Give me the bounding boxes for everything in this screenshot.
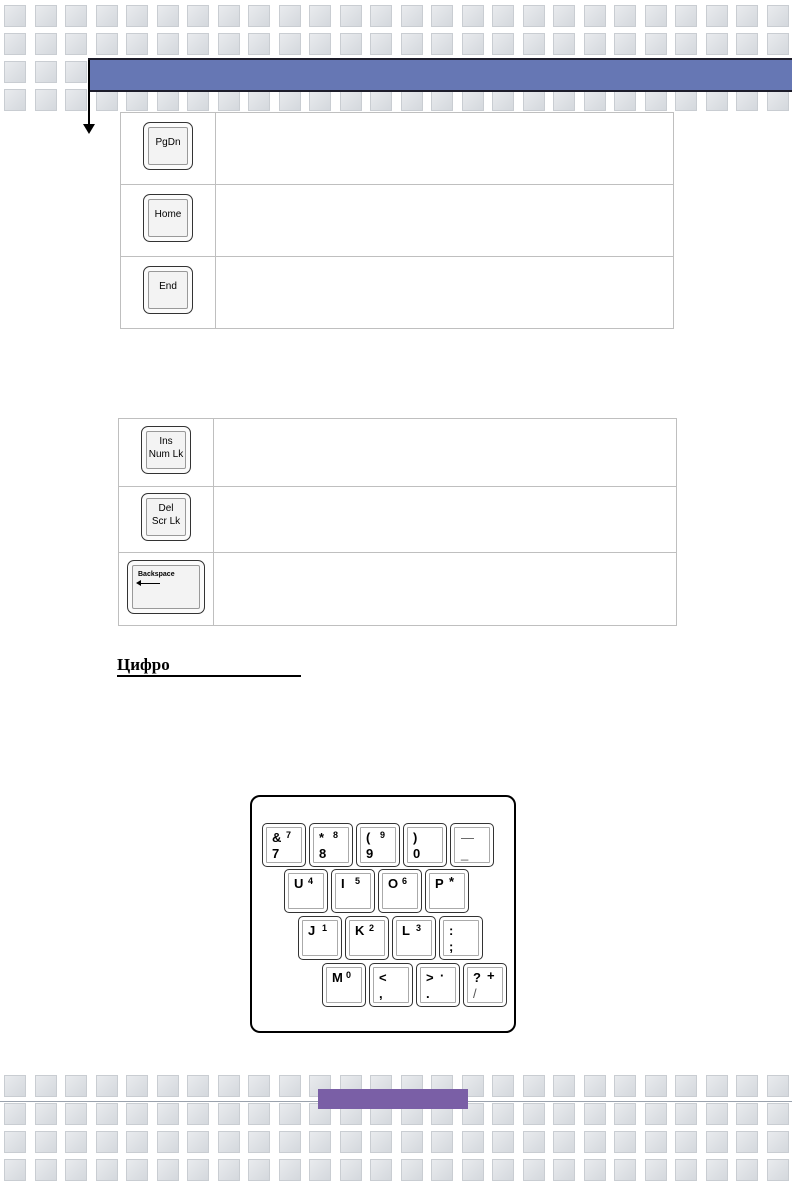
decorative-tile (614, 33, 636, 55)
key-description (214, 419, 677, 487)
left-arrow-icon (138, 583, 160, 584)
decorative-tile (340, 89, 362, 111)
decorative-tile (4, 1131, 26, 1153)
decorative-tile (614, 1103, 636, 1125)
decorative-tile (767, 33, 789, 55)
decorative-tile (706, 1075, 728, 1097)
keypad-key-0: ) 0 (403, 823, 447, 867)
nav-keys-table (120, 112, 674, 329)
decorative-tile (65, 33, 87, 55)
keypad-key-semicolon: : ; (439, 916, 483, 960)
key-description (216, 185, 674, 257)
decorative-tile (614, 1131, 636, 1153)
decorative-tile (553, 5, 575, 27)
decorative-tile (736, 1075, 758, 1097)
decorative-tile (614, 1075, 636, 1097)
decorative-tile (401, 33, 423, 55)
keypad-key-u: U 4 (284, 869, 328, 913)
decorative-tile (218, 1075, 240, 1097)
decorative-tile (340, 5, 362, 27)
keypad-key-l: L 3 (392, 916, 436, 960)
decorative-tile (523, 33, 545, 55)
decorative-tile (553, 33, 575, 55)
decorative-tile (370, 33, 392, 55)
decorative-tile (96, 1103, 118, 1125)
keypad-key-minus: — _ (450, 823, 494, 867)
decorative-tile (157, 89, 179, 111)
decorative-tile (675, 1075, 697, 1097)
decorative-tile (523, 1159, 545, 1181)
decorative-tile (309, 89, 331, 111)
decorative-tile (187, 1075, 209, 1097)
decorative-tile (645, 1103, 667, 1125)
decorative-tile (675, 1159, 697, 1181)
decorative-tile (279, 1075, 301, 1097)
decorative-tile (65, 89, 87, 111)
decorative-tile (584, 5, 606, 27)
decorative-tile (157, 33, 179, 55)
decorative-tile (492, 1131, 514, 1153)
keypad-key-period: > · . (416, 963, 460, 1007)
keypad-key-7: & 7 7 (262, 823, 306, 867)
decorative-tile (248, 33, 270, 55)
decorative-tile (736, 1103, 758, 1125)
decorative-tile (279, 1159, 301, 1181)
decorative-tile (4, 1159, 26, 1181)
decorative-tile (767, 1159, 789, 1181)
decorative-tile (157, 1103, 179, 1125)
decorative-tile (187, 5, 209, 27)
decorative-tile (492, 1103, 514, 1125)
keypad-key-comma: < , (369, 963, 413, 1007)
decorative-tile (706, 1131, 728, 1153)
decorative-tile (553, 1131, 575, 1153)
decorative-tile (462, 89, 484, 111)
decorative-tile (309, 33, 331, 55)
del-scrlk-key-icon: Del Scr Lk (141, 493, 191, 541)
decorative-tile (462, 1131, 484, 1153)
decorative-tile (4, 33, 26, 55)
decorative-tile (218, 5, 240, 27)
decorative-tile (492, 33, 514, 55)
table-row (119, 487, 677, 553)
decorative-tile (706, 1159, 728, 1181)
decorative-tile (370, 5, 392, 27)
decorative-tile (736, 33, 758, 55)
table-row (119, 419, 677, 487)
decorative-tile (706, 1103, 728, 1125)
footer-page-bar (318, 1089, 468, 1109)
decorative-tile (614, 1159, 636, 1181)
decorative-tile (65, 1131, 87, 1153)
keypad-key-j: J 1 (298, 916, 342, 960)
decorative-tile (126, 33, 148, 55)
decorative-tile (584, 1075, 606, 1097)
edit-keys-table (118, 418, 677, 626)
decorative-tile (96, 5, 118, 27)
keypad-key-slash: ? + / (463, 963, 507, 1007)
decorative-tile (614, 5, 636, 27)
decorative-tile (431, 1159, 453, 1181)
decorative-tile (614, 89, 636, 111)
keypad-key-i: I 5 (331, 869, 375, 913)
decorative-tile (736, 1159, 758, 1181)
decorative-tile (462, 33, 484, 55)
decorative-tile (96, 33, 118, 55)
decorative-tile (340, 1131, 362, 1153)
decorative-tile (65, 1075, 87, 1097)
decorative-tile (736, 89, 758, 111)
decorative-tile (218, 1131, 240, 1153)
decorative-tile (157, 1159, 179, 1181)
decorative-tile (736, 1131, 758, 1153)
decorative-tile (279, 33, 301, 55)
decorative-tile (157, 5, 179, 27)
decorative-tile (675, 33, 697, 55)
decorative-tile (401, 1131, 423, 1153)
keypad-key-8: * 8 8 (309, 823, 353, 867)
decorative-tile (492, 1159, 514, 1181)
decorative-tile (248, 89, 270, 111)
table-row (121, 185, 674, 257)
decorative-tile (187, 33, 209, 55)
ins-numlk-key-icon: Ins Num Lk (141, 426, 191, 474)
decorative-tile (736, 5, 758, 27)
decorative-tile (584, 89, 606, 111)
decorative-tile (462, 1159, 484, 1181)
decorative-tile (96, 1159, 118, 1181)
decorative-tile (65, 1103, 87, 1125)
keypad-key-p: P * (425, 869, 469, 913)
decorative-tile (584, 1131, 606, 1153)
keypad-key-m: M 0 (322, 963, 366, 1007)
decorative-tile (65, 61, 87, 83)
decorative-tile (187, 1159, 209, 1181)
decorative-tile (157, 1131, 179, 1153)
decorative-tile (96, 1131, 118, 1153)
decorative-tile (279, 1131, 301, 1153)
decorative-tile (553, 89, 575, 111)
decorative-tile (431, 5, 453, 27)
decorative-tile (187, 1131, 209, 1153)
decorative-tile (157, 1075, 179, 1097)
decorative-tile (35, 61, 57, 83)
decorative-tile (523, 1103, 545, 1125)
decorative-tile (309, 1159, 331, 1181)
decorative-tile (248, 1131, 270, 1153)
decorative-tile (65, 5, 87, 27)
decorative-tile (218, 1103, 240, 1125)
decorative-tile (4, 1103, 26, 1125)
decorative-tile (462, 5, 484, 27)
decorative-tile (4, 1075, 26, 1097)
decorative-tile (126, 1103, 148, 1125)
decorative-tile (370, 1131, 392, 1153)
home-key-icon: Home (143, 194, 193, 242)
decorative-tile (218, 89, 240, 111)
down-arrow-icon (83, 124, 95, 134)
header-bar (88, 58, 792, 92)
decorative-tile (553, 1075, 575, 1097)
decorative-tile (370, 1159, 392, 1181)
decorative-tile (279, 5, 301, 27)
pgdn-key-icon: PgDn (143, 122, 193, 170)
keypad-key-o: O 6 (378, 869, 422, 913)
key-description (216, 113, 674, 185)
decorative-tile (248, 1159, 270, 1181)
decorative-tile (35, 89, 57, 111)
decorative-tile (248, 5, 270, 27)
decorative-tile (431, 89, 453, 111)
decorative-tile (187, 1103, 209, 1125)
decorative-tile (218, 1159, 240, 1181)
numeric-keypad-illustration (250, 795, 516, 1033)
decorative-tile (706, 89, 728, 111)
key-description (214, 553, 677, 626)
table-row (121, 113, 674, 185)
decorative-tile (584, 1159, 606, 1181)
table-row (121, 257, 674, 329)
decorative-tile (767, 1075, 789, 1097)
decorative-tile (35, 1159, 57, 1181)
decorative-tile (645, 1159, 667, 1181)
section-title: Цифро (117, 655, 301, 677)
decorative-tile (584, 33, 606, 55)
key-description (216, 257, 674, 329)
decorative-tile (126, 5, 148, 27)
decorative-tile (218, 33, 240, 55)
decorative-tile (584, 1103, 606, 1125)
backspace-key-icon: Backspace (127, 560, 205, 614)
decorative-tile (279, 1103, 301, 1125)
keypad-key-9: ( 9 9 (356, 823, 400, 867)
end-key-icon: End (143, 266, 193, 314)
table-row (119, 553, 677, 626)
decorative-tile (523, 1131, 545, 1153)
decorative-tile (645, 1131, 667, 1153)
decorative-tile (401, 5, 423, 27)
decorative-tile (645, 1075, 667, 1097)
decorative-tile (126, 1159, 148, 1181)
decorative-tile (309, 5, 331, 27)
decorative-tile (340, 33, 362, 55)
decorative-tile (523, 5, 545, 27)
decorative-tile (248, 1075, 270, 1097)
decorative-tile (340, 1159, 362, 1181)
decorative-tile (645, 33, 667, 55)
decorative-tile (767, 1103, 789, 1125)
key-description (214, 487, 677, 553)
decorative-tile (370, 89, 392, 111)
decorative-tile (309, 1131, 331, 1153)
decorative-tile (4, 89, 26, 111)
decorative-tile (706, 5, 728, 27)
decorative-tile (279, 89, 301, 111)
decorative-tile (645, 5, 667, 27)
decorative-tile (492, 89, 514, 111)
decorative-tile (675, 89, 697, 111)
decorative-tile (35, 1103, 57, 1125)
decorative-tile (767, 1131, 789, 1153)
decorative-tile (35, 1075, 57, 1097)
decorative-tile (35, 33, 57, 55)
decorative-tile (523, 1075, 545, 1097)
decorative-tile (248, 1103, 270, 1125)
decorative-tile (4, 5, 26, 27)
decorative-tile (492, 1075, 514, 1097)
decorative-tile (126, 89, 148, 111)
decorative-tile (767, 89, 789, 111)
decorative-tile (492, 5, 514, 27)
decorative-tile (126, 1075, 148, 1097)
decorative-tile (4, 61, 26, 83)
decorative-tile (35, 1131, 57, 1153)
decorative-tile (706, 33, 728, 55)
decorative-tile (553, 1103, 575, 1125)
header-guide-line (88, 60, 90, 126)
decorative-tile (523, 89, 545, 111)
decorative-tile (96, 1075, 118, 1097)
decorative-tile (431, 33, 453, 55)
decorative-tile (675, 5, 697, 27)
decorative-tile (65, 1159, 87, 1181)
decorative-tile (431, 1131, 453, 1153)
decorative-tile (35, 5, 57, 27)
decorative-tile (96, 89, 118, 111)
keypad-key-k: K 2 (345, 916, 389, 960)
decorative-tile (675, 1103, 697, 1125)
decorative-tile (126, 1131, 148, 1153)
decorative-tile (553, 1159, 575, 1181)
decorative-tile (401, 1159, 423, 1181)
decorative-tile (401, 89, 423, 111)
decorative-tile (675, 1131, 697, 1153)
decorative-tile (645, 89, 667, 111)
decorative-tile (767, 5, 789, 27)
decorative-tile (187, 89, 209, 111)
